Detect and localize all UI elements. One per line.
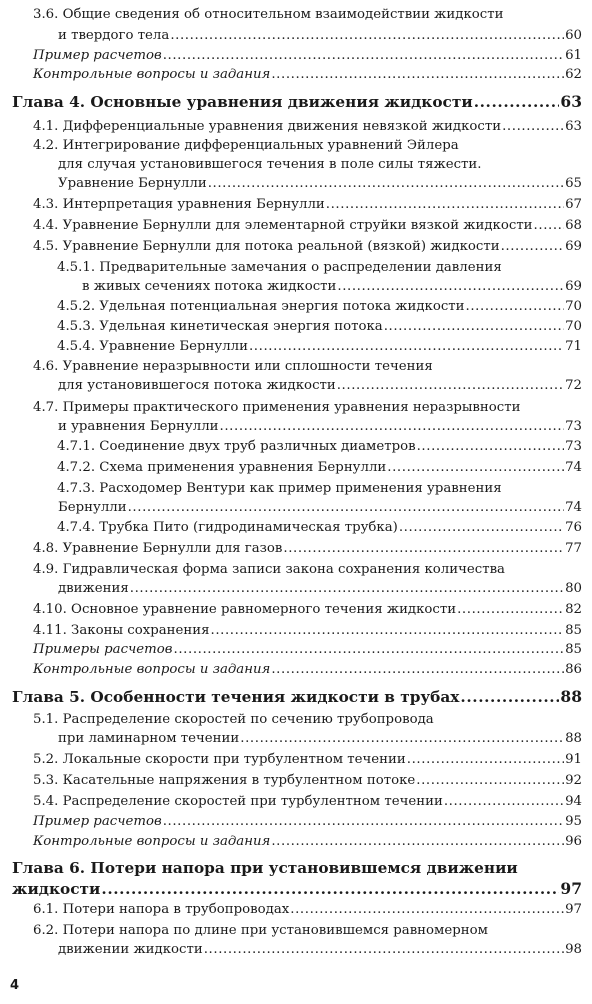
toc-entry-title: Глава 5. Особенности течения жидкости в трубах: [12, 688, 460, 706]
toc-entry-title: Глава 4. Основные уравнения движения жидкости: [12, 93, 473, 111]
toc-entry-title: 6.1. Потери напора в трубопроводах: [33, 902, 290, 917]
toc-entry-title: Контрольные вопросы и задания: [33, 834, 271, 849]
dot-leader: [474, 92, 560, 112]
dot-leader: [163, 813, 564, 831]
toc-chapter[interactable]: [12, 858, 582, 878]
dot-leader: [271, 661, 564, 679]
toc-entry[interactable]: [33, 118, 582, 136]
toc-entry[interactable]: [33, 238, 582, 256]
toc-entry-title: 3.6. Общие сведения об относительном взаимодействии жидкости: [33, 7, 504, 22]
toc-entry-title: Контрольные вопросы и задания: [33, 662, 271, 677]
toc-entry[interactable]: [57, 338, 582, 356]
toc-page-number: 76: [565, 520, 582, 535]
toc-entry-title: и твердого тела: [58, 28, 170, 43]
toc-entry-title: 4.4. Уравнение Бернулли для элементарной струйки вязкой жидкости: [33, 218, 533, 233]
dot-leader: [174, 641, 565, 659]
toc-page-number: 70: [565, 299, 582, 314]
toc-entry-title: жидкости: [12, 880, 101, 898]
toc-entry-title: Примеры расчетов: [33, 642, 173, 657]
toc-entry[interactable]: [58, 499, 582, 517]
toc-entry-title: движения: [58, 581, 129, 596]
toc-entry-title: 4.5. Уравнение Бернулли для потока реальной (вязкой) жидкости: [33, 239, 500, 254]
toc-entry-title: и уравнения Бернулли: [58, 419, 219, 434]
dot-leader: [337, 278, 564, 296]
toc-entry-title: 4.5.2. Удельная потенциальная энергия потока жидкости: [57, 299, 465, 314]
toc-page-number: 94: [565, 794, 582, 809]
dot-leader: [211, 622, 565, 640]
toc-entry-title: 4.5.4. Уравнение Бернулли: [57, 339, 248, 354]
toc-entry[interactable]: [33, 751, 582, 769]
toc-page-number: 88: [565, 731, 582, 746]
toc-entry[interactable]: [58, 418, 582, 436]
toc-page-number: 91: [565, 752, 582, 767]
toc-entry[interactable]: [58, 377, 582, 395]
toc-entry[interactable]: [33, 901, 582, 919]
toc-entry[interactable]: [57, 318, 582, 336]
toc-page-number: 72: [565, 378, 582, 393]
toc-entry-title: 5.3. Касательные напряжения в турбулентном потоке: [33, 773, 416, 788]
toc-page-number: 97: [565, 902, 582, 917]
toc-page-number: 85: [565, 642, 582, 657]
toc-entry-title: 4.5.1. Предварительные замечания о распределении давления: [57, 260, 502, 275]
toc-entry[interactable]: [33, 813, 582, 831]
dot-leader: [326, 196, 564, 214]
toc-page-number: 73: [565, 439, 582, 454]
toc-page-number: 63: [565, 119, 582, 134]
toc-page-number: 61: [565, 48, 582, 63]
dot-leader: [208, 175, 564, 193]
toc-entry-title: 6.2. Потери напора по длине при установившемся равномерном: [33, 923, 488, 938]
toc-page-number: 80: [565, 581, 582, 596]
dot-leader: [271, 833, 564, 851]
toc-entry[interactable]: [58, 175, 582, 193]
toc-entry[interactable]: [33, 6, 582, 24]
dot-leader: [534, 217, 565, 235]
toc-entry-title: 5.2. Локальные скорости при турбулентном течении: [33, 752, 406, 767]
toc-entry-title: 4.10. Основное уравнение равномерного течения жидкости: [33, 602, 457, 617]
toc-entry-title: в живых сечениях потока жидкости: [82, 279, 337, 294]
toc-entry[interactable]: [33, 217, 582, 235]
toc-page-number: 67: [565, 197, 582, 212]
toc-entry-title: 5.1. Распределение скоростей по сечению трубопровода: [33, 712, 434, 727]
toc-entry[interactable]: [33, 772, 582, 790]
dot-leader: [290, 901, 564, 919]
toc-page-number: 96: [565, 834, 582, 849]
toc-page-number: 68: [565, 218, 582, 233]
dot-leader: [337, 377, 564, 395]
dot-leader: [101, 879, 559, 899]
toc-page-number: 60: [565, 28, 582, 43]
toc-page-number: 86: [565, 662, 582, 677]
toc-chapter[interactable]: [12, 687, 582, 707]
toc-page-number: 82: [565, 602, 582, 617]
toc-entry-title: 4.1. Дифференциальные уравнения движения невязкой жидкости: [33, 119, 502, 134]
dot-leader: [220, 418, 565, 436]
toc-entry-title: движении жидкости: [58, 942, 203, 957]
toc-entry[interactable]: [33, 399, 582, 417]
toc-page-number: 69: [565, 239, 582, 254]
dot-leader: [170, 27, 564, 45]
toc-entry[interactable]: [58, 580, 582, 598]
toc-entry-title: для случая установившегося течения в поле силы тяжести.: [58, 157, 482, 172]
toc-entry[interactable]: [33, 622, 582, 640]
toc-entry-title: 4.7.1. Соединение двух труб различных диаметров: [57, 439, 416, 454]
toc-entry-title: Пример расчетов: [33, 814, 162, 829]
toc-entry[interactable]: [33, 601, 582, 619]
dot-leader: [163, 47, 564, 65]
toc-entry[interactable]: [57, 259, 582, 277]
toc-entry[interactable]: [57, 519, 582, 537]
toc-entry[interactable]: [57, 459, 582, 477]
dot-leader: [399, 519, 564, 537]
toc-page-number: 85: [565, 623, 582, 638]
toc-entry-title: 4.8. Уравнение Бернулли для газов: [33, 541, 283, 556]
dot-leader: [444, 793, 564, 811]
dot-leader: [240, 730, 564, 748]
toc-page-number: 95: [565, 814, 582, 829]
toc-entry[interactable]: [33, 661, 582, 679]
dot-leader: [416, 772, 564, 790]
toc-entry[interactable]: [33, 922, 582, 940]
toc-page-number: 71: [565, 339, 582, 354]
toc-entry[interactable]: [58, 941, 582, 959]
toc-entry[interactable]: [33, 641, 582, 659]
toc-entry[interactable]: [58, 27, 582, 45]
dot-leader: [249, 338, 564, 356]
page-number: 4: [10, 978, 20, 993]
toc-page-number: 88: [560, 687, 582, 706]
toc-entry[interactable]: [33, 47, 582, 65]
toc-page-number: 62: [565, 67, 582, 82]
toc-page-number: 69: [565, 279, 582, 294]
toc-entry[interactable]: [33, 66, 582, 84]
dot-leader: [466, 298, 565, 316]
toc-entry-title: при ламинарном течении: [58, 731, 240, 746]
toc-entry[interactable]: [33, 540, 582, 558]
toc-entry[interactable]: [58, 730, 582, 748]
toc-entry-title: 4.5.3. Удельная кинетическая энергия потока: [57, 319, 383, 334]
toc-entry[interactable]: [82, 278, 582, 296]
toc-entry-title: Уравнение Бернулли: [58, 176, 207, 191]
dot-leader: [283, 540, 564, 558]
toc-page-number: 70: [565, 319, 582, 334]
dot-leader: [130, 580, 564, 598]
dot-leader: [457, 601, 564, 619]
toc-entry[interactable]: [57, 438, 582, 456]
toc-entry-title: 4.9. Гидравлическая форма записи закона сохранения количества: [33, 562, 505, 577]
dot-leader: [407, 751, 564, 769]
toc-page-number: 73: [565, 419, 582, 434]
toc-page-number: 98: [565, 942, 582, 957]
toc-page-number: 77: [565, 541, 582, 556]
toc-entry-title: Контрольные вопросы и задания: [33, 67, 271, 82]
toc-entry[interactable]: [33, 833, 582, 851]
dot-leader: [387, 459, 564, 477]
toc-page-number: 92: [565, 773, 582, 788]
toc-page-number: 74: [565, 500, 582, 515]
toc-entry[interactable]: [33, 358, 582, 376]
toc-entry-title: 4.6. Уравнение неразрывности или сплошности течения: [33, 359, 433, 374]
dot-leader: [128, 499, 564, 517]
toc-chapter[interactable]: [12, 879, 582, 899]
toc-page-number: 97: [560, 879, 582, 898]
toc-entry-title: 4.11. Законы сохранения: [33, 623, 210, 638]
toc-entry[interactable]: [33, 711, 582, 729]
toc-entry-title: 4.7.2. Схема применения уравнения Бернулли: [57, 460, 387, 475]
toc-entry-title: для установившегося потока жидкости: [58, 378, 336, 393]
toc-entry[interactable]: [33, 793, 582, 811]
toc-entry-title: 4.7.3. Расходомер Вентури как пример применения уравнения: [57, 481, 502, 496]
toc-entry-title: Бернулли: [58, 500, 127, 515]
toc-entry-title: 4.3. Интерпретация уравнения Бернулли: [33, 197, 325, 212]
toc-entry-title: 4.2. Интегрирование дифференциальных уравнений Эйлера: [33, 138, 459, 153]
toc-entry-title: 4.7. Примеры практического применения уравнения неразрывности: [33, 400, 521, 415]
toc-entry[interactable]: [33, 196, 582, 214]
toc-page-number: 74: [565, 460, 582, 475]
toc-entry[interactable]: [57, 480, 582, 498]
toc-page-number: 65: [565, 176, 582, 191]
toc-entry[interactable]: [58, 156, 582, 174]
dot-leader: [501, 238, 565, 256]
toc-page-number: 63: [560, 92, 582, 111]
dot-leader: [417, 438, 564, 456]
dot-leader: [460, 687, 559, 707]
dot-leader: [502, 118, 564, 136]
toc-entry-title: 5.4. Распределение скоростей при турбулентном течении: [33, 794, 443, 809]
toc-entry[interactable]: [33, 137, 582, 155]
dot-leader: [271, 66, 564, 84]
dot-leader: [204, 941, 564, 959]
toc-entry[interactable]: [57, 298, 582, 316]
toc-chapter[interactable]: [12, 92, 582, 112]
toc-entry[interactable]: [33, 561, 582, 579]
dot-leader: [384, 318, 564, 336]
toc-entry-title: Пример расчетов: [33, 48, 162, 63]
toc-entry-title: Глава 6. Потери напора при установившемся движении: [12, 859, 518, 877]
toc-entry-title: 4.7.4. Трубка Пито (гидродинамическая трубка): [57, 520, 398, 535]
